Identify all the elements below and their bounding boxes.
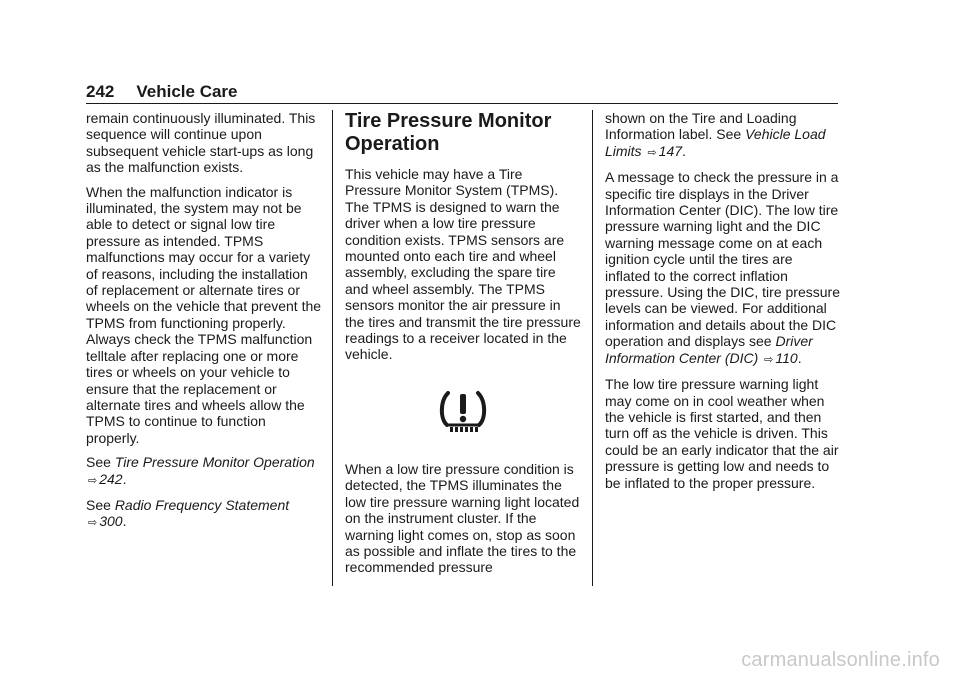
paragraph: The low tire pressure warning light may come on in cool weather when the vehicle is first started, and then turn off as the vehicle is driven. This could be an early indicator that the air pressure is getting low and needs to be inflated to the proper pressure.	[605, 376, 839, 491]
see-also: See Tire Pressure Monitor Operation ⇨ 242.	[86, 454, 315, 487]
watermark: carmanualsonline.info	[741, 649, 940, 671]
header-rule	[86, 103, 838, 104]
column-3	[605, 110, 841, 499]
tire-pressure-warning-icon	[438, 389, 488, 435]
column-divider	[332, 110, 333, 586]
page-reference[interactable]: 147	[658, 142, 683, 159]
cross-reference-link[interactable]: Radio Frequency Statement	[114, 496, 290, 513]
page-header	[86, 82, 238, 102]
section-title: Vehicle Care	[136, 82, 238, 101]
see-also: See Radio Frequency Statement ⇨ 300.	[86, 496, 290, 530]
section-heading: Tire Pressure Monitor Operation	[345, 110, 552, 155]
page-arrow-icon: ⇨	[88, 474, 98, 487]
column-divider	[592, 110, 593, 586]
cross-reference-link[interactable]: Vehicle Load Limits	[605, 126, 826, 159]
cross-reference-link[interactable]: Tire Pressure Monitor Operation	[114, 454, 315, 471]
column-2	[345, 110, 581, 584]
page-reference[interactable]: 110	[775, 349, 798, 366]
page-number: 242	[86, 82, 115, 101]
paragraph: This vehicle may have a Tire Pressure Monitor System (TPMS). The TPMS is designed to warn the driver when a low tire pressure condition exists. TPMS sensors are mounted onto each tire and wheel assembly, excluding the spare tire and wheel assembly. The TPMS sensors monitor the air pressure in the tires and transmit the tire pressure readings to a receiver located in the vehicle.	[345, 166, 581, 363]
cross-reference-link[interactable]: Driver Information Center (DIC)	[605, 333, 813, 366]
paragraph: shown on the Tire and Loading Information label. See Vehicle Load Limits ⇨ 147.	[605, 110, 826, 159]
page-reference[interactable]: 242	[99, 470, 123, 487]
paragraph: remain continuously illuminated. This sequence will continue upon subsequent vehicle start-ups as long as the malfunction exists.	[86, 110, 316, 176]
column-1	[86, 110, 322, 540]
page-arrow-icon: ⇨	[88, 517, 98, 530]
page-arrow-icon: ⇨	[647, 146, 657, 159]
paragraph: A message to check the pressure in a specific tire displays in the Driver Information Center (DIC). The low tire pressure warning light and the DIC warning message come on at each ignition cycle until the tires are inflated to the correct inflation pressure. Using the DIC, tire pressure levels can be viewed. For additional information and details about the DIC operation and displays see Driver Information Center (DIC) ⇨ 110.	[605, 169, 840, 366]
paragraph: When a low tire pressure condition is detected, the TPMS illuminates the low tire pressure warning light located on the instrument cluster. If the warning light comes on, stop as soon as possible and inflate the tires to the recommended pressure	[345, 460, 580, 576]
page-reference[interactable]: 300	[99, 513, 123, 530]
paragraph: When the malfunction indicator is illuminated, the system may not be able to detect or signal low tire pressure as intended. TPMS malfunctions may occur for a variety of reasons, including the installation of replacement or alternate tires or wheels on the vehicle that prevent the TPMS from functioning properly. Always check the TPMS malfunction telltale after replacing one or more tires or wheels on your vehicle to ensure that the replacement or alternate tires and wheels allow the TPMS to continue to function properly.	[86, 183, 322, 446]
page-arrow-icon: ⇨	[764, 353, 774, 366]
